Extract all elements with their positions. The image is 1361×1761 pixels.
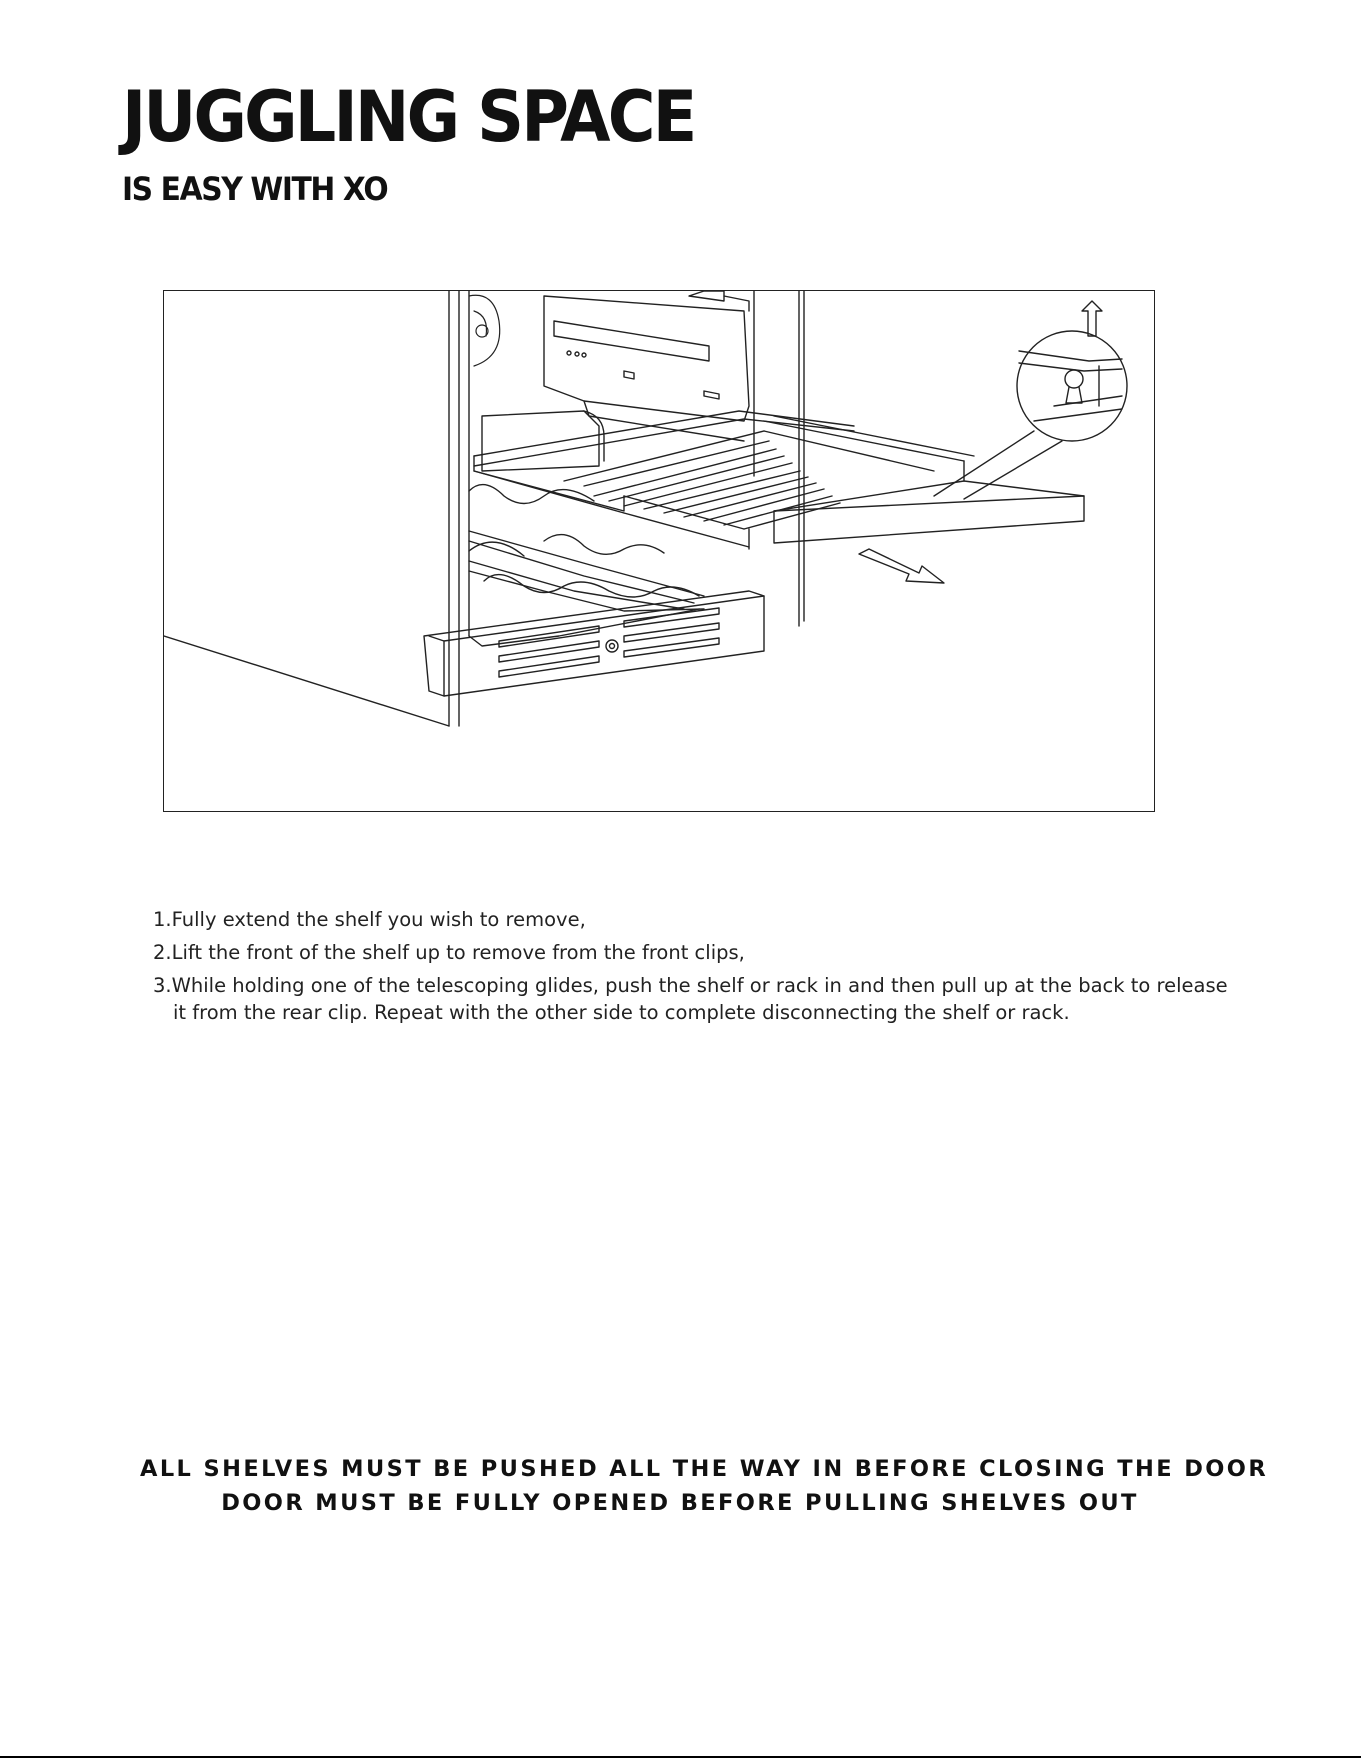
lift-up-arrow-icon	[1082, 301, 1102, 336]
instruction-step: 2.Lift the front of the shelf up to remove from the front clips,	[153, 941, 745, 964]
page-bottom-rule	[0, 1756, 1361, 1758]
instruction-list	[153, 906, 1233, 1032]
instruction-step: 3.While holding one of the telescoping glides, push the shelf or rack in and then pull up at the back to release it from the rear clip. Repeat with the other side to complete disconnecting the shelf or rack.	[153, 974, 1228, 1024]
warning-line: DOOR MUST BE FULLY OPENED BEFORE PULLING SHELVES OUT	[221, 1490, 1139, 1516]
extended-shelf-rack	[474, 411, 1084, 549]
page-title: JUGGLING SPACE	[122, 76, 695, 158]
warning-notice	[140, 1452, 1269, 1520]
page-subtitle: IS EASY WITH XO	[122, 170, 388, 208]
warning-line: ALL SHELVES MUST BE PUSHED ALL THE WAY IN BEFORE CLOSING THE DOOR	[140, 1456, 1269, 1482]
upper-shelf-rail	[544, 291, 749, 441]
pull-out-arrow-icon	[859, 549, 944, 583]
base-grille	[424, 591, 764, 696]
cabinet-side-panel	[164, 291, 459, 726]
instruction-step: 1.Fully extend the shelf you wish to remove,	[153, 908, 586, 931]
shelf-removal-illustration	[163, 290, 1155, 812]
detail-callout	[934, 331, 1127, 499]
fan-icon	[469, 295, 500, 366]
